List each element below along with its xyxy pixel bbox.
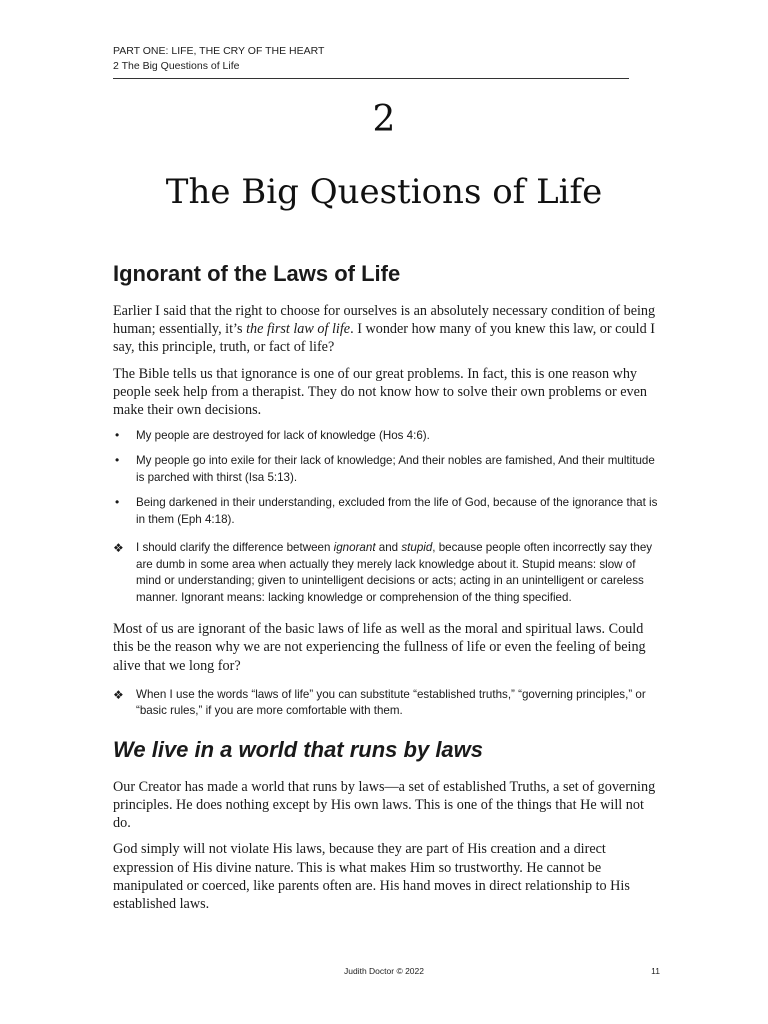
diamond-bullet-icon: ❖ <box>113 687 124 702</box>
paragraph-creator: Our Creator has made a world that runs by laws—a set of established Truths, a set of governing principles. He does nothing except by His own laws. This is one of the things that He will not do. <box>113 778 656 832</box>
list-item-text: Being darkened in their understanding, excluded from the life of God, because of the ignorance that is in them (Eph 4:18). <box>136 496 658 527</box>
emphasis-text: ignorant <box>333 541 376 555</box>
note-text: , because people often incorrectly say they are dumb in some area when actually they merely lack knowledge about it. Stupid means: slow of mind or understanding; given to unintelligent decisions or acts; acting in an unintelligent or careless manner. Ignorant means: lacking knowledge or comprehension of the thing specified. <box>136 541 653 604</box>
paragraph-ignorance: The Bible tells us that ignorance is one of our great problems. In fact, this is one reason why people seek help from a therapist. They do not know how to solve their own problems or even make their own decisions. <box>113 365 648 419</box>
list-item-text: My people go into exile for their lack of knowledge; And their nobles are famished, And their multitude is parched with thirst (Isa 5:13). <box>136 454 655 485</box>
emphasis-text: stupid <box>401 541 433 555</box>
bullet-icon: • <box>115 453 120 468</box>
note-text: I should clarify the difference between <box>136 541 334 555</box>
page-content <box>113 258 658 921</box>
section-heading-ignorant: Ignorant of the Laws of Life <box>113 261 401 286</box>
chapter-title: The Big Questions of Life <box>165 172 603 212</box>
paragraph-basic-laws: Most of us are ignorant of the basic laws of life as well as the moral and spiritual laws. Could this be the reason why we are not experiencing the fullness of life or even the feeling of being alive that we long for? <box>113 621 646 674</box>
section-heading-world-laws: We live in a world that runs by laws <box>113 736 484 762</box>
bullet-icon: • <box>115 428 120 443</box>
emphasis-text: the first law of life <box>246 321 351 338</box>
list-item-text: My people are destroyed for lack of knowledge (Hos 4:6). <box>136 429 430 443</box>
paragraph-god-laws: God simply will not violate His laws, because they are part of His creation and a direct expression of His divine nature. This is what makes Him so trustworthy. He cannot be manipulated or coerced, like parents often are. His hand moves in direct relationship to His established laws. <box>113 841 630 913</box>
chapter-number: 2 <box>372 99 396 140</box>
page-footer <box>0 963 768 979</box>
running-head-chapter: 2 The Big Questions of Life <box>113 60 240 72</box>
list-item <box>113 494 658 528</box>
note-ignorant-vs-stupid <box>113 540 658 606</box>
header-rule <box>113 78 629 79</box>
running-head-part: PART ONE: LIFE, THE CRY OF THE HEART <box>113 45 325 57</box>
paragraph-first-law <box>113 302 658 357</box>
note-laws-of-life <box>113 687 658 720</box>
footer-copyright: Judith Doctor © 2022 <box>344 966 424 976</box>
paragraph-text: Earlier I said that the right to choose for ourselves is an absolutely necessary condition of being human; essentially, it’s <box>113 303 656 338</box>
scripture-list <box>113 427 658 528</box>
note-text: and <box>375 541 402 555</box>
list-item <box>113 427 658 444</box>
page-number: 11 <box>651 966 660 976</box>
paragraph-text: . I wonder how many of you knew this law, or could I say, this principle, truth, or fact of life? <box>113 321 655 356</box>
diamond-bullet-icon: ❖ <box>113 541 124 556</box>
list-item <box>113 452 658 486</box>
running-head <box>113 44 629 74</box>
note-text: When I use the words “laws of life” you can substitute “established truths,” “governing principles,” or “basic rules,” if you are more comfortable with them. <box>136 687 646 718</box>
bullet-icon: • <box>115 495 120 510</box>
